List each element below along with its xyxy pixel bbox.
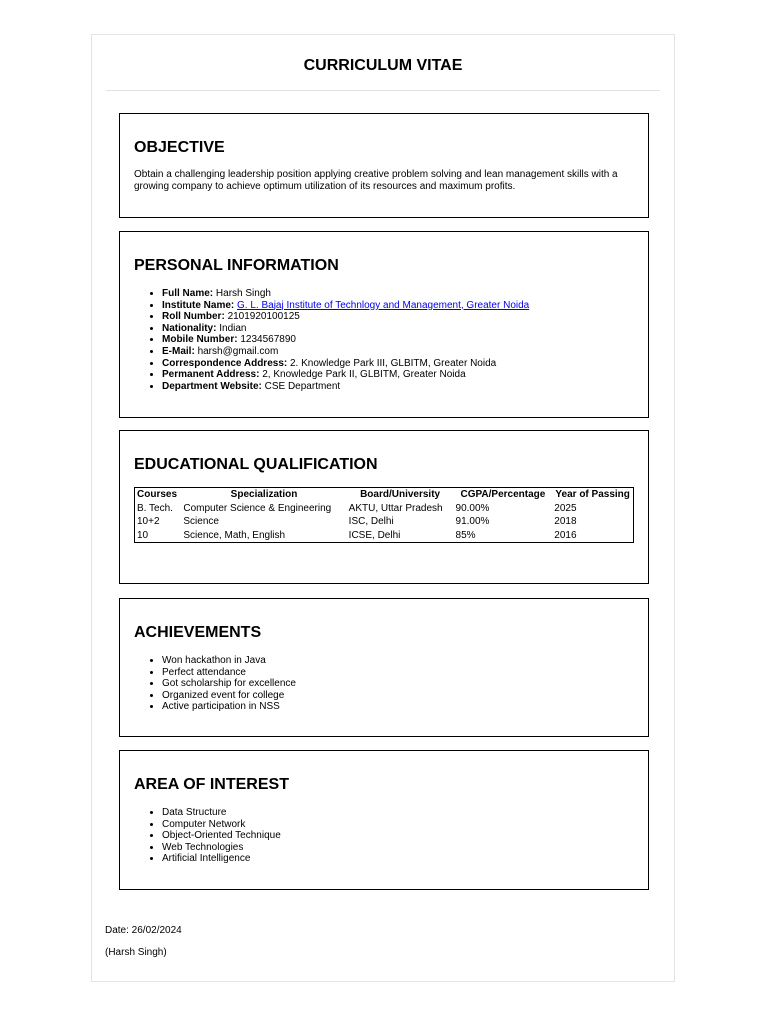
personal-info-value: 2. Knowledge Park III, GLBITM, Greater Noida xyxy=(290,357,497,369)
achievements-heading: ACHIEVEMENTS xyxy=(134,624,262,641)
personal-info-item xyxy=(162,300,638,312)
table-cell: 2016 xyxy=(554,529,577,541)
column-header: Year of Passing xyxy=(555,489,630,500)
table-row xyxy=(135,502,633,516)
table-cell: 10+2 xyxy=(137,516,160,527)
interests-heading: AREA OF INTEREST xyxy=(134,776,289,793)
signature-text: (Harsh Singh) xyxy=(105,947,167,958)
achievement-item: • Got scholarship for excellence xyxy=(162,678,638,690)
column-header: Courses xyxy=(137,489,178,500)
personal-info-label: Mobile Number: xyxy=(162,334,238,346)
interests-list xyxy=(134,807,638,865)
interests-section xyxy=(119,750,649,890)
personal-info-label: Correspondence Address: xyxy=(162,357,288,369)
column-header: CGPA/Percentage xyxy=(460,489,546,500)
education-table xyxy=(134,487,634,543)
personal-info-label: Permanent Address: xyxy=(162,369,260,381)
column-header: Board/University xyxy=(360,489,441,500)
table-cell: 91.00% xyxy=(455,516,490,527)
personal-info-value: Harsh Singh xyxy=(215,288,271,299)
institute-link[interactable]: G. L. Bajaj Institute of Technlogy and Management, Greater Noida xyxy=(237,299,530,311)
personal-info-label: Nationality: xyxy=(162,322,217,334)
personal-info-item xyxy=(162,381,638,393)
personal-info-item xyxy=(162,323,638,335)
interest-item: • Computer Network xyxy=(162,819,638,831)
achievement-item: • Won hackathon in Java xyxy=(162,655,638,667)
achievements-list xyxy=(134,655,638,713)
personal-info-label: E-Mail: xyxy=(162,345,195,357)
personal-info-value: harsh@gmail.com xyxy=(197,345,279,357)
achievement-item: • Active participation in NSS xyxy=(162,701,638,713)
table-cell: 85% xyxy=(455,529,476,541)
education-heading: EDUCATIONAL QUALIFICATION xyxy=(134,456,378,473)
personal-info-value: CSE Department xyxy=(264,380,341,392)
table-cell: B. Tech. xyxy=(137,502,173,514)
personal-info-section xyxy=(119,231,649,418)
objective-heading: OBJECTIVE xyxy=(134,139,225,156)
education-header-row xyxy=(135,488,633,502)
table-cell: AKTU, Uttar Pradesh xyxy=(348,502,443,514)
table-cell: Science, Math, English xyxy=(183,529,286,541)
personal-info-item xyxy=(162,369,638,381)
column-header: Specialization xyxy=(230,489,298,500)
interest-item: • Web Technologies xyxy=(162,842,638,854)
personal-info-label: Institute Name: xyxy=(162,299,235,311)
table-cell: 90.00% xyxy=(455,502,490,514)
interest-item: • Object-Oriented Technique xyxy=(162,830,638,842)
personal-info-label: Roll Number: xyxy=(162,311,225,323)
achievements-section xyxy=(119,598,649,737)
table-cell: Science xyxy=(183,516,219,527)
table-cell: ICSE, Delhi xyxy=(348,529,401,541)
personal-info-value: Indian xyxy=(219,322,247,334)
personal-info-item xyxy=(162,358,638,370)
personal-info-item xyxy=(162,334,638,346)
interest-item: • Artificial Intelligence xyxy=(162,853,638,865)
personal-info-value: 1234567890 xyxy=(240,334,296,346)
table-cell: 2025 xyxy=(554,502,577,514)
objective-section xyxy=(119,113,649,218)
personal-info-item xyxy=(162,346,638,358)
interest-item: • Data Structure xyxy=(162,807,638,819)
personal-info-item xyxy=(162,288,638,300)
table-cell: Computer Science & Engineering xyxy=(183,502,332,514)
table-row xyxy=(135,529,633,543)
table-cell: ISC, Delhi xyxy=(348,516,394,527)
date-text: Date: 26/02/2024 xyxy=(105,925,182,936)
table-cell: 10 xyxy=(137,529,149,541)
personal-info-item xyxy=(162,311,638,323)
education-section xyxy=(119,430,649,584)
title-divider xyxy=(106,90,660,91)
personal-info-label: Department Website: xyxy=(162,380,262,392)
personal-info-list xyxy=(134,288,638,392)
achievement-item: • Perfect attendance xyxy=(162,667,638,679)
objective-text: Obtain a challenging leadership position applying creative problem solving and lean management skills with a growing company to achieve optimum utilization of its resources and maximum profits. xyxy=(134,169,618,192)
personal-info-heading: PERSONAL INFORMATION xyxy=(134,257,339,274)
page-title: CURRICULUM VITAE xyxy=(303,57,463,74)
table-row xyxy=(135,515,633,529)
personal-info-label: Full Name: xyxy=(162,288,214,299)
table-cell: 2018 xyxy=(554,516,577,527)
achievement-item: • Organized event for college xyxy=(162,690,638,702)
personal-info-value: 2, Knowledge Park II, GLBITM, Greater Noida xyxy=(262,369,466,381)
personal-info-value: 2101920100125 xyxy=(227,311,300,323)
